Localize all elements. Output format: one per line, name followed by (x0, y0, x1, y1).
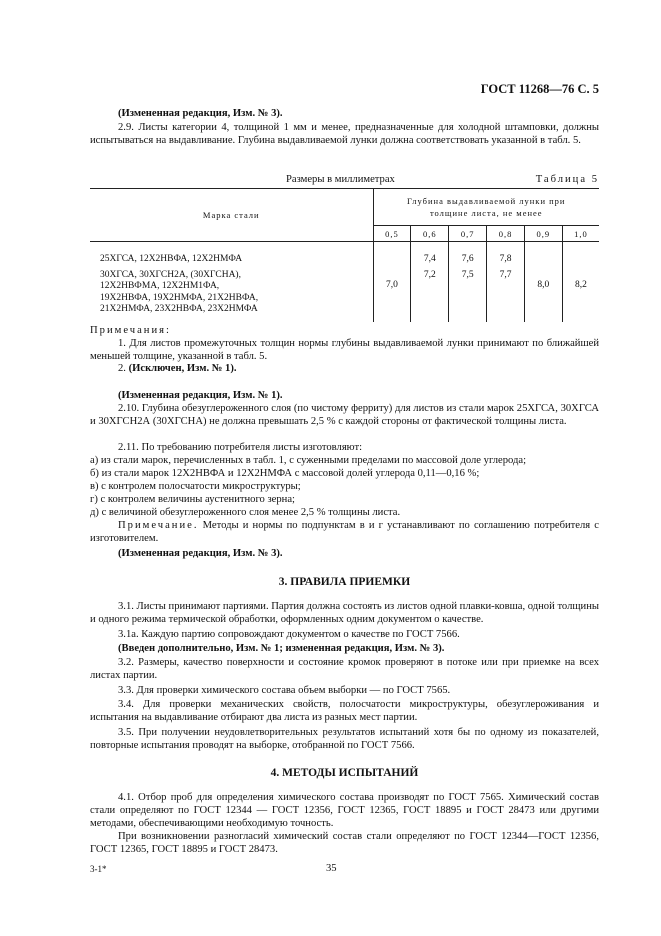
list-note-label: Примечание. (118, 520, 199, 531)
thickness-header: 1,0 (574, 228, 588, 239)
list-item-a: а) из стали марок, перечисленных в табл. 1, с суженными пределами по массовой доле углерода; (90, 455, 527, 466)
thickness-header: 0,5 (373, 226, 411, 242)
row2-grades (90, 270, 373, 322)
clause-4-1: 4.1. Отбор проб для определения химического состава производят по ГОСТ 7565. Химический состав стали определяют по ГОСТ 12344 — ГОСТ 12356, ГОСТ 12365, ГОСТ 18895 и ГОСТ 28473 или другими методами, обеспечивающими необходимую точность. (90, 792, 599, 829)
clause-3-1: 3.1. Листы принимают партиями. Партия должна состоять из листов одной плавки-ковша, одной толщины и одного режима термической обработки, оформленных одним документом о качестве. (90, 601, 599, 625)
table-caption: Таблица 5 (535, 174, 599, 185)
depth-row2-0-7: 7,5 (449, 270, 487, 322)
amendment-note-3: (Измененная редакция, Изм. № 3). (118, 548, 283, 559)
row2-grades-line: 21Х2НМФА, 23Х2НВФА, 23Х2НМФА (100, 304, 258, 314)
clause-3-2: 3.2. Размеры, качество поверхности и состояние кромок проверяют в потоке или при приемке на всех листах партии. (90, 657, 599, 681)
depth-row1-0-6: 7,4 (411, 248, 449, 270)
note-2-excluded: (Исключен, Изм. № 1). (128, 363, 237, 374)
clause-2-10: 2.10. Глубина обезуглероженного слоя (по чистому ферриту) для листов из стали марок 25ХГСА, 30ХГСА и 30ХГСН2А (30ХГСНА) не должна превышать 2,5 % с каждой стороны от фактической толщины листа. (90, 403, 599, 427)
depth-0-9: 8,0 (524, 248, 562, 322)
list-item-e: д) с величиной обезуглероженного слоя менее 2,5 % толщины листа. (90, 507, 401, 518)
footer-mark: 3-1* (90, 864, 107, 874)
clause-2-11: 2.11. По требованию потребителя листы изготовляют: (118, 442, 363, 453)
depth-1-0: 8,2 (574, 279, 587, 290)
depth-row1-0-7: 7,6 (449, 248, 487, 270)
note-2 (118, 362, 237, 375)
column-depth-header: Глубина выдавливаемой лунки при толщине листа, не менее (407, 196, 566, 218)
list-note-text: Методы и нормы по подпунктам в и г устанавливают по соглашению потребителя с изготовителем. (90, 520, 599, 544)
list-item-d: г) с контролем величины аустенитного зерна; (90, 494, 295, 505)
thickness-header: 0,6 (411, 226, 449, 242)
clause-3-5: 3.5. При получении неудовлетворительных результатов испытаний хотя бы по одному из показателей, повторные испытания проводят на выборке, отобранной по ГОСТ 7566. (90, 727, 599, 751)
notes-title: Примечания: (90, 325, 171, 336)
list-item-b: б) из стали марок 12Х2НВФА и 12Х2НМФА с массовой долей углерода 0,11—0,16 %; (90, 468, 480, 479)
clause-4-1-disputes: При возникновении разногласий химический состав стали определяют по ГОСТ 12344—ГОСТ 12356, ГОСТ 12365, ГОСТ 18895 и ГОСТ 28473. (90, 831, 599, 855)
row2-grades-line: 12Х2НВФМА, 12Х2НМ1ФА, (100, 281, 220, 291)
depth-row1-0-8: 7,8 (487, 248, 525, 270)
row2-grades-line: 19Х2НВФА, 19Х2НМФА, 21Х2НВФА, (100, 292, 259, 303)
list-item-c: в) с контролем полосчатости микроструктуры; (90, 481, 301, 492)
thickness-header: 0,7 (449, 226, 487, 242)
clause-3-4: 3.4. Для проверки механических свойств, полосчатости микроструктуры, обезуглероживания и испытания на выдавливание отбирают два листа из разных мест партии. (90, 699, 599, 723)
note-1: 1. Для листов промежуточных толщин нормы глубины выдавливаемой лунки принимают по ближайшей меньшей толщине, указанной в табл. 5. (90, 338, 599, 362)
page-header: ГОСТ 11268—76 С. 5 (480, 82, 599, 96)
thickness-header: 0,8 (487, 226, 525, 242)
table-units: Размеры в миллиметрах (286, 174, 395, 185)
column-grade-header: Марка стали (90, 189, 373, 242)
section-3-title: 3. ПРАВИЛА ПРИЕМКИ (278, 576, 411, 588)
page-number: 35 (326, 863, 337, 874)
thickness-header: 0,9 (524, 226, 562, 242)
row1-grades: 25ХГСА, 12Х2НВФА, 12Х2НМФА (90, 248, 373, 270)
depth-row2-0-6: 7,2 (411, 270, 449, 322)
clause-3-3: 3.3. Для проверки химического состава объем выборки — по ГОСТ 7565. (118, 685, 451, 696)
section-4-title: 4. МЕТОДЫ ИСПЫТАНИЙ (270, 767, 419, 779)
clause-3-1a: 3.1а. Каждую партию сопровождают документом о качестве по ГОСТ 7566. (118, 629, 460, 640)
table-5 (90, 188, 599, 322)
depth-row2-0-8: 7,7 (487, 270, 525, 322)
clause-2-9: 2.9. Листы категории 4, толщиной 1 мм и менее, предназначенные для холодной штамповки, должны испытываться на выдавливание. Глубина выдавливаемой лунки должна соответствовать указанной в табл. 5. (90, 122, 599, 146)
row2-grades-line: 30ХГСА, 30ХГСН2А, (30ХГСНА), (100, 269, 241, 280)
amendment-note-4: (Введен дополнительно, Изм. № 1; измененная редакция, Изм. № 3). (118, 643, 445, 654)
depth-0-5: 7,0 (373, 248, 411, 322)
note-2-number: 2. (118, 363, 129, 374)
amendment-note-1: (Измененная редакция, Изм. № 3). (118, 108, 283, 119)
amendment-note-2: (Измененная редакция, Изм. № 1). (118, 390, 283, 401)
list-note (90, 519, 599, 545)
